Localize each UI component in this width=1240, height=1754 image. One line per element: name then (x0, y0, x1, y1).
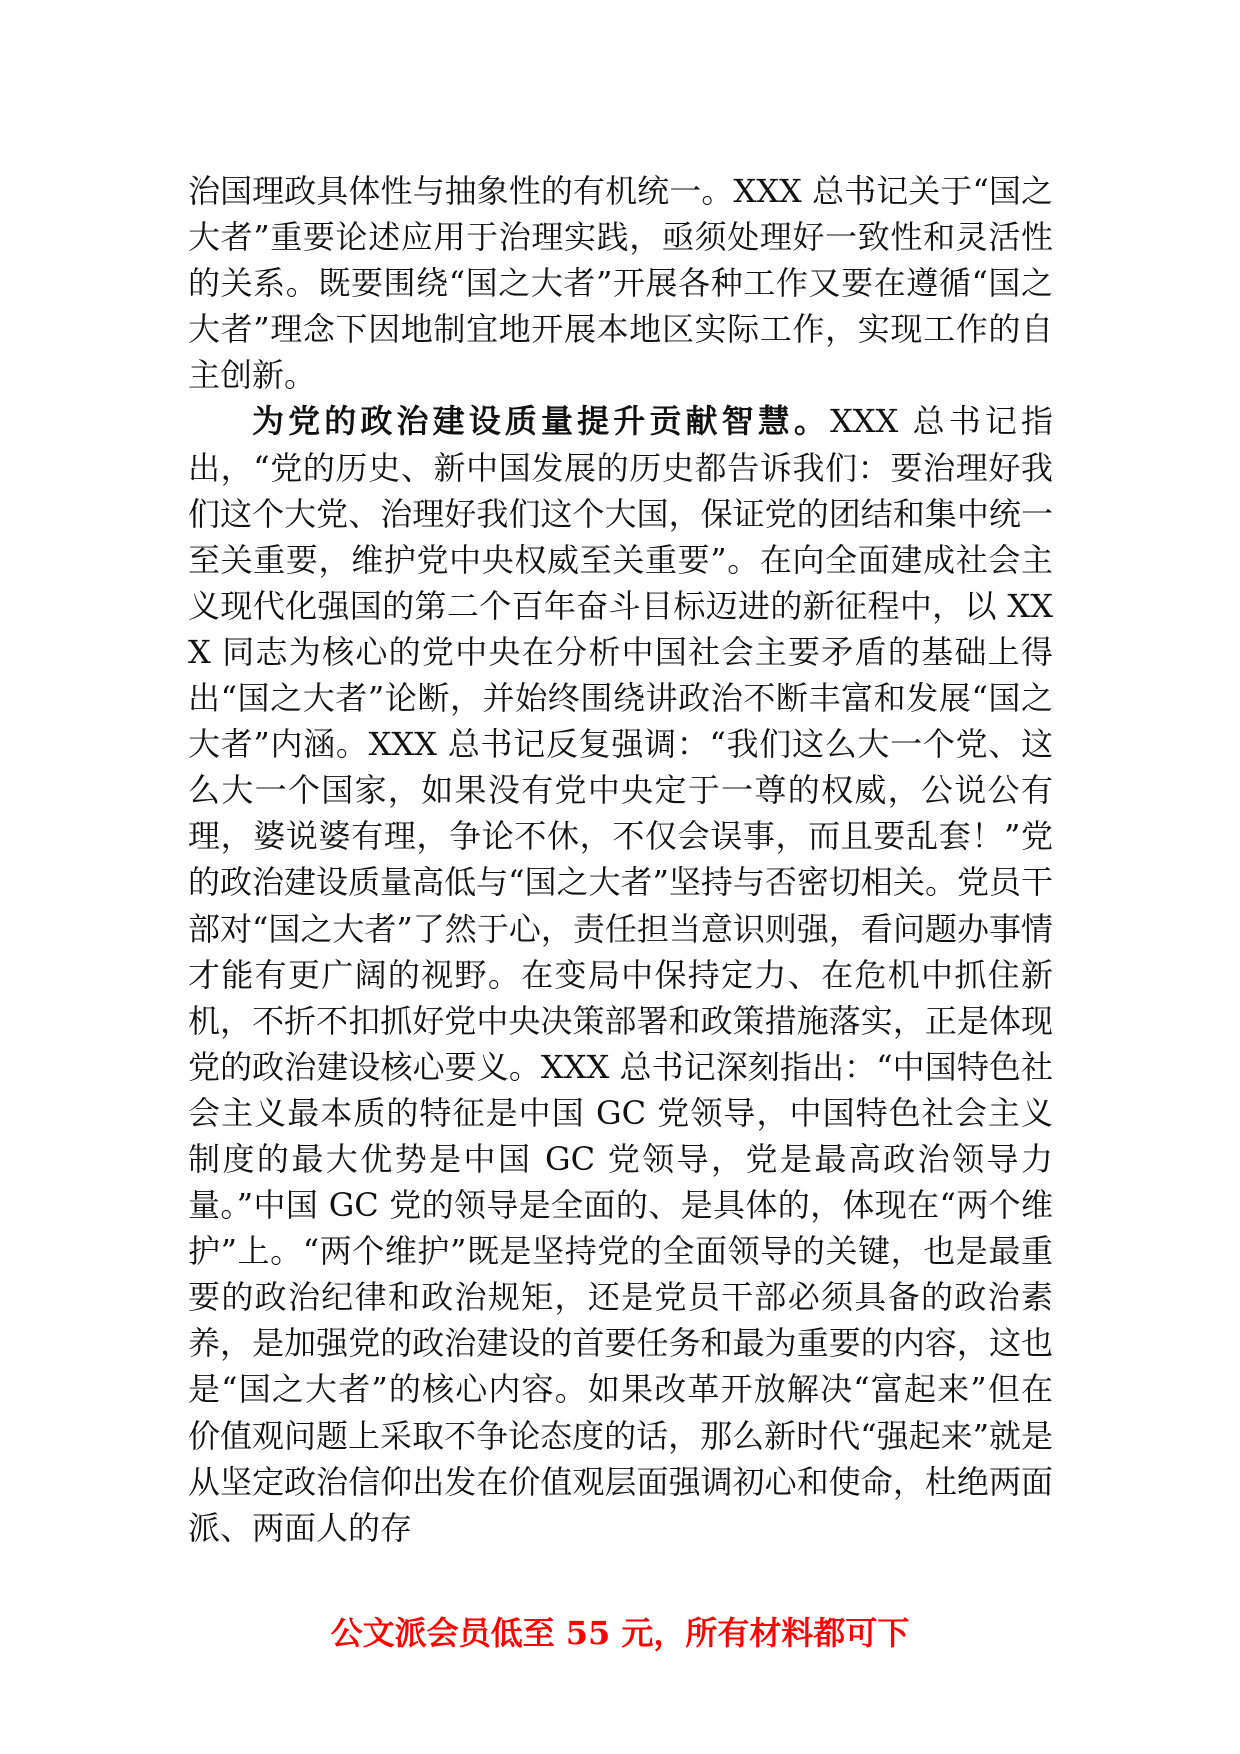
footer-advertisement: 公文派会员低至 55 元，所有材料都可下 (330, 1614, 910, 1652)
paragraph-party-building (188, 398, 1053, 1550)
paragraph-body-text: XXX 总书记指出，“党的历史、新中国发展的历史都告诉我们：要治理好我们这个大党、治理好我们这个大国，保证党的团结和集中统一至关重要，维护党中央权威至关重要”。在向全面建成社会主义现代化强国的第二个百年奋斗目标迈进的新征程中，以 XXX 同志为核心的党中央在分析中国社会主要矛盾的基础上得出“国之大者”论断，并始终围绕讲政治不断丰富和发展“国之大者”内涵。XXX 总书记反复强调：“我们这么大一个党、这么大一个国家，如果没有党中央定于一尊的权威，公说公有理，婆说婆有理，争论不休，不仅会误事，而且要乱套！”党的政治建设质量高低与“国之大者”坚持与否密切相关。党员干部对“国之大者”了然于心，责任担当意识则强，看问题办事情才能有更广阔的视野。在变局中保持定力、在危机中抓住新机，不折不扣抓好党中央决策部署和政策措施落实，正是体现党的政治建设核心要义。XXX 总书记深刻指出：“中国特色社会主义最本质的特征是中国 GC 党领导，中国特色社会主义制度的最大优势是中国 GC 党领导，党是最高政治领导力量。”中国 GC 党的领导是全面的、是具体的，体现在“两个维护”上。“两个维护”既是坚持党的全面领导的关键，也是最重要的政治纪律和政治规矩，还是党员干部必须具备的政治素养，是加强党的政治建设的首要任务和最为重要的内容，这也是“国之大者”的核心内容。如果改革开放解决“富起来”但在价值观问题上采取不争论态度的话，那么新时代“强起来”就是从坚定政治信仰出发在价值观层面强调初心和使命，杜绝两面派、两面人的存 (188, 402, 1053, 1547)
document-body (188, 168, 1053, 1551)
paragraph-continued: 治国理政具体性与抽象性的有机统一。XXX 总书记关于“国之大者”重要论述应用于治理实践，亟须处理好一致性和灵活性的关系。既要围绕“国之大者”开展各种工作又要在遵循“国之大者”理念下因地制宜地开展本地区实际工作，实现工作的自主创新。 (188, 172, 1053, 395)
paragraph-lead-heading: 为党的政治建设质量提升贡献智慧。 (252, 402, 830, 441)
